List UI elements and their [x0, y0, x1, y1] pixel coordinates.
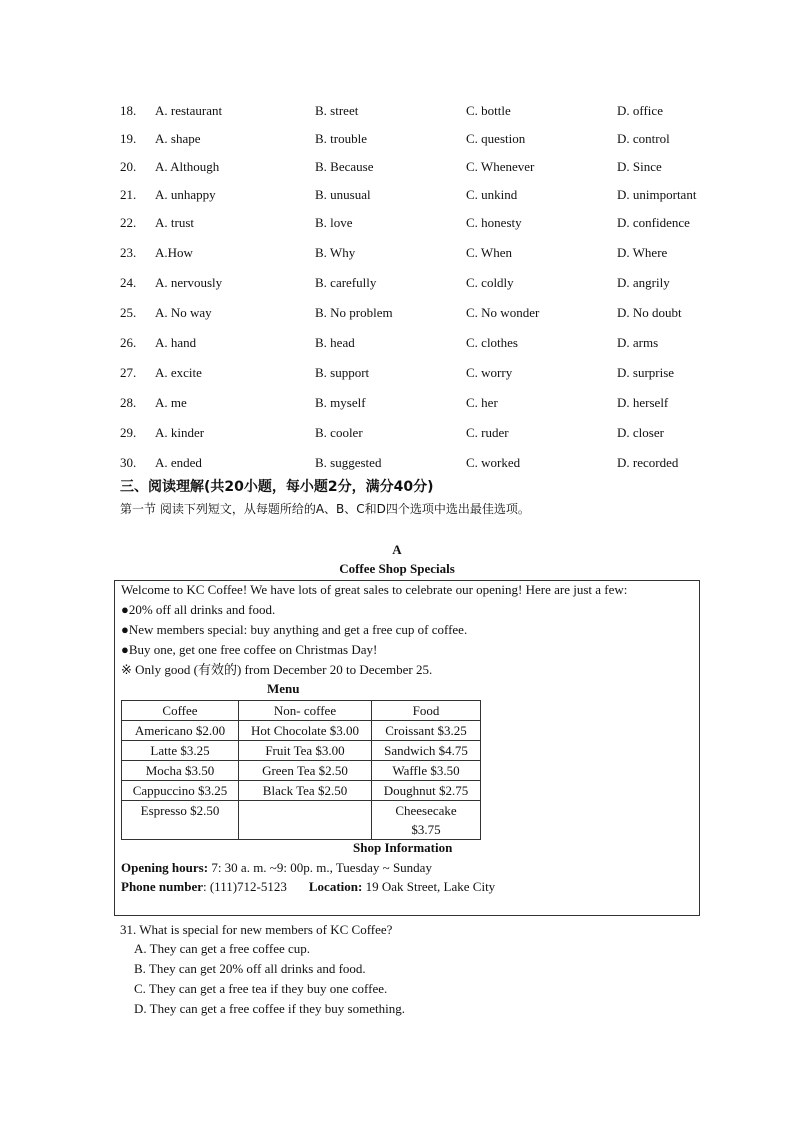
- answer-option[interactable]: D. No doubt: [617, 305, 682, 320]
- answer-option[interactable]: A. Although: [155, 159, 220, 174]
- answer-option[interactable]: A. me: [155, 395, 187, 410]
- shop-info-title: Shop Information: [353, 840, 453, 855]
- answer-option[interactable]: A. restaurant: [155, 103, 223, 118]
- answer-option[interactable]: A. nervously: [155, 275, 223, 290]
- cloze-item: [0, 272, 794, 294]
- table-cell: [372, 801, 481, 840]
- answer-option[interactable]: C. clothes: [466, 335, 518, 350]
- answer-option[interactable]: B. suggested: [315, 455, 382, 470]
- answer-option[interactable]: C. ruder: [466, 425, 509, 440]
- table-row: [122, 741, 481, 761]
- table-row: [122, 721, 481, 741]
- answer-option[interactable]: C. unkind: [466, 187, 518, 202]
- answer-option[interactable]: D. Where: [617, 245, 668, 260]
- question-number: 18.: [120, 103, 137, 118]
- answer-option[interactable]: A. excite: [155, 365, 202, 380]
- table-cell: Hot Chocolate $3.00: [239, 721, 372, 741]
- answer-option[interactable]: C. question: [466, 131, 526, 146]
- answer-option[interactable]: C. honesty: [466, 215, 522, 230]
- answer-option[interactable]: A. hand: [155, 335, 197, 350]
- answer-option[interactable]: D. Since: [617, 159, 662, 174]
- ad-bullet: ●New members special: buy anything and get a free cup of coffee.: [121, 622, 468, 637]
- answer-option[interactable]: C. her: [466, 395, 498, 410]
- answer-option[interactable]: D. closer: [617, 425, 664, 440]
- table-cell: Cappuccino $3.25: [122, 781, 239, 801]
- table-cell: Mocha $3.50: [122, 761, 239, 781]
- answer-option[interactable]: D. angrily: [617, 275, 670, 290]
- answer-option[interactable]: D. arms: [617, 335, 659, 350]
- cloze-item: [0, 212, 794, 234]
- table-cell: Waffle $3.50: [372, 761, 481, 781]
- table-cell: Croissant $3.25: [372, 721, 481, 741]
- passage-title: Coffee Shop Specials: [339, 561, 455, 576]
- answer-option[interactable]: C. Whenever: [466, 159, 535, 174]
- answer-option[interactable]: B. trouble: [315, 131, 367, 146]
- cloze-item: [0, 184, 794, 206]
- table-cell: Green Tea $2.50: [239, 761, 372, 781]
- answer-option[interactable]: D. office: [617, 103, 663, 118]
- table-cell: Espresso $2.50: [122, 801, 239, 840]
- answer-option[interactable]: D. recorded: [617, 455, 679, 470]
- question-number: 27.: [120, 365, 137, 380]
- opening-hours: [121, 859, 432, 877]
- table-cell-empty: [239, 801, 372, 840]
- answer-option[interactable]: C. worry: [466, 365, 513, 380]
- answer-option[interactable]: A. trust: [155, 215, 194, 230]
- food-price: $3.75: [411, 822, 441, 837]
- column-header: Coffee: [122, 701, 239, 721]
- answer-option[interactable]: C. coldly: [466, 275, 514, 290]
- contact-line: [121, 878, 495, 896]
- answer-option[interactable]: B. unusual: [315, 187, 371, 202]
- cloze-item: [0, 128, 794, 150]
- answer-option[interactable]: B. carefully: [315, 275, 377, 290]
- cloze-item: [0, 100, 794, 122]
- section-title: 三、阅读理解(共20小题，每小题2分，满分40分): [120, 479, 434, 495]
- answer-option[interactable]: C. worked: [466, 455, 521, 470]
- answer-option[interactable]: A. ended: [155, 455, 202, 470]
- choice-c[interactable]: C. They can get a free tea if they buy one coffee.: [134, 981, 388, 996]
- choice-d[interactable]: D. They can get a free coffee if they buy something.: [134, 1001, 405, 1016]
- table-cell: Fruit Tea $3.00: [239, 741, 372, 761]
- location-label: Location:: [308, 879, 363, 894]
- answer-option[interactable]: B. No problem: [315, 305, 393, 320]
- opening-hours-value: 7: 30 a. m. ~9: 00p. m., Tuesday ~ Sunday: [208, 860, 432, 875]
- question-number: 21.: [120, 187, 137, 202]
- question-number: 19.: [120, 131, 137, 146]
- choice-a[interactable]: A. They can get a free coffee cup.: [134, 941, 311, 956]
- menu-title: Menu: [267, 681, 300, 696]
- choice-b[interactable]: B. They can get 20% off all drinks and food.: [134, 961, 366, 976]
- question-number: 23.: [120, 245, 137, 260]
- question-number: 26.: [120, 335, 137, 350]
- answer-option[interactable]: B. head: [315, 335, 355, 350]
- opening-hours-label: Opening hours:: [121, 860, 209, 875]
- answer-option[interactable]: D. confidence: [617, 215, 690, 230]
- answer-option[interactable]: D. surprise: [617, 365, 675, 380]
- question-stem: 31. What is special for new members of KC Coffee?: [120, 922, 393, 937]
- answer-option[interactable]: B. Because: [315, 159, 374, 174]
- answer-option[interactable]: B. cooler: [315, 425, 363, 440]
- answer-option[interactable]: B. street: [315, 103, 359, 118]
- answer-option[interactable]: B. support: [315, 365, 370, 380]
- cloze-item: [0, 302, 794, 324]
- cloze-item: [0, 156, 794, 178]
- answer-option[interactable]: A. kinder: [155, 425, 205, 440]
- column-header: Non- coffee: [239, 701, 372, 721]
- food-name: Cheesecake: [395, 803, 457, 818]
- answer-option[interactable]: C. bottle: [466, 103, 511, 118]
- table-cell: Americano $2.00: [122, 721, 239, 741]
- ad-intro: Welcome to KC Coffee! We have lots of great sales to celebrate our opening! Here are just a few:: [121, 582, 628, 597]
- table-cell: Doughnut $2.75: [372, 781, 481, 801]
- answer-option[interactable]: A. shape: [155, 131, 201, 146]
- answer-option[interactable]: A. No way: [155, 305, 212, 320]
- table-row: [122, 801, 481, 840]
- question-number: 20.: [120, 159, 137, 174]
- question-number: 29.: [120, 425, 137, 440]
- phone-label: Phone number: [121, 879, 203, 894]
- answer-option[interactable]: C. No wonder: [466, 305, 540, 320]
- question-number: 28.: [120, 395, 137, 410]
- question-number: 22.: [120, 215, 137, 230]
- cloze-item: [0, 422, 794, 444]
- answer-option[interactable]: D. unimportant: [617, 187, 697, 202]
- section-instruction: 第一节 阅读下列短文，从每题所给的A、B、C和D四个选项中选出最佳选项。: [120, 502, 530, 516]
- ad-bullet: ●20% off all drinks and food.: [121, 602, 276, 617]
- table-cell: Sandwich $4.75: [372, 741, 481, 761]
- question-number: 25.: [120, 305, 137, 320]
- table-header-row: [122, 701, 481, 721]
- answer-option[interactable]: D. herself: [617, 395, 669, 410]
- cloze-item: [0, 392, 794, 414]
- phone-value: : (111)712-5123: [202, 879, 287, 894]
- answer-option[interactable]: B. Why: [315, 245, 356, 260]
- answer-option[interactable]: B. love: [315, 215, 353, 230]
- cloze-item: [0, 332, 794, 354]
- answer-option[interactable]: C. When: [466, 245, 512, 260]
- answer-option[interactable]: D. control: [617, 131, 670, 146]
- table-cell: Black Tea $2.50: [239, 781, 372, 801]
- menu-table: [121, 700, 481, 840]
- cloze-item: [0, 452, 794, 474]
- table-cell: Latte $3.25: [122, 741, 239, 761]
- ad-note: ※ Only good (有效的) from December 20 to December 25.: [121, 662, 433, 677]
- answer-option[interactable]: A.How: [155, 245, 193, 260]
- passage-letter: A: [392, 542, 402, 557]
- advertisement-box: [114, 580, 700, 916]
- question-number: 30.: [120, 455, 137, 470]
- answer-option[interactable]: A. unhappy: [155, 187, 216, 202]
- table-row: [122, 781, 481, 801]
- answer-option[interactable]: B. myself: [315, 395, 366, 410]
- cloze-item: [0, 362, 794, 384]
- location-value: 19 Oak Street, Lake City: [362, 879, 496, 894]
- ad-bullet: ●Buy one, get one free coffee on Christmas Day!: [121, 642, 378, 657]
- cloze-item: [0, 242, 794, 264]
- question-number: 24.: [120, 275, 137, 290]
- column-header: Food: [372, 701, 481, 721]
- table-row: [122, 761, 481, 781]
